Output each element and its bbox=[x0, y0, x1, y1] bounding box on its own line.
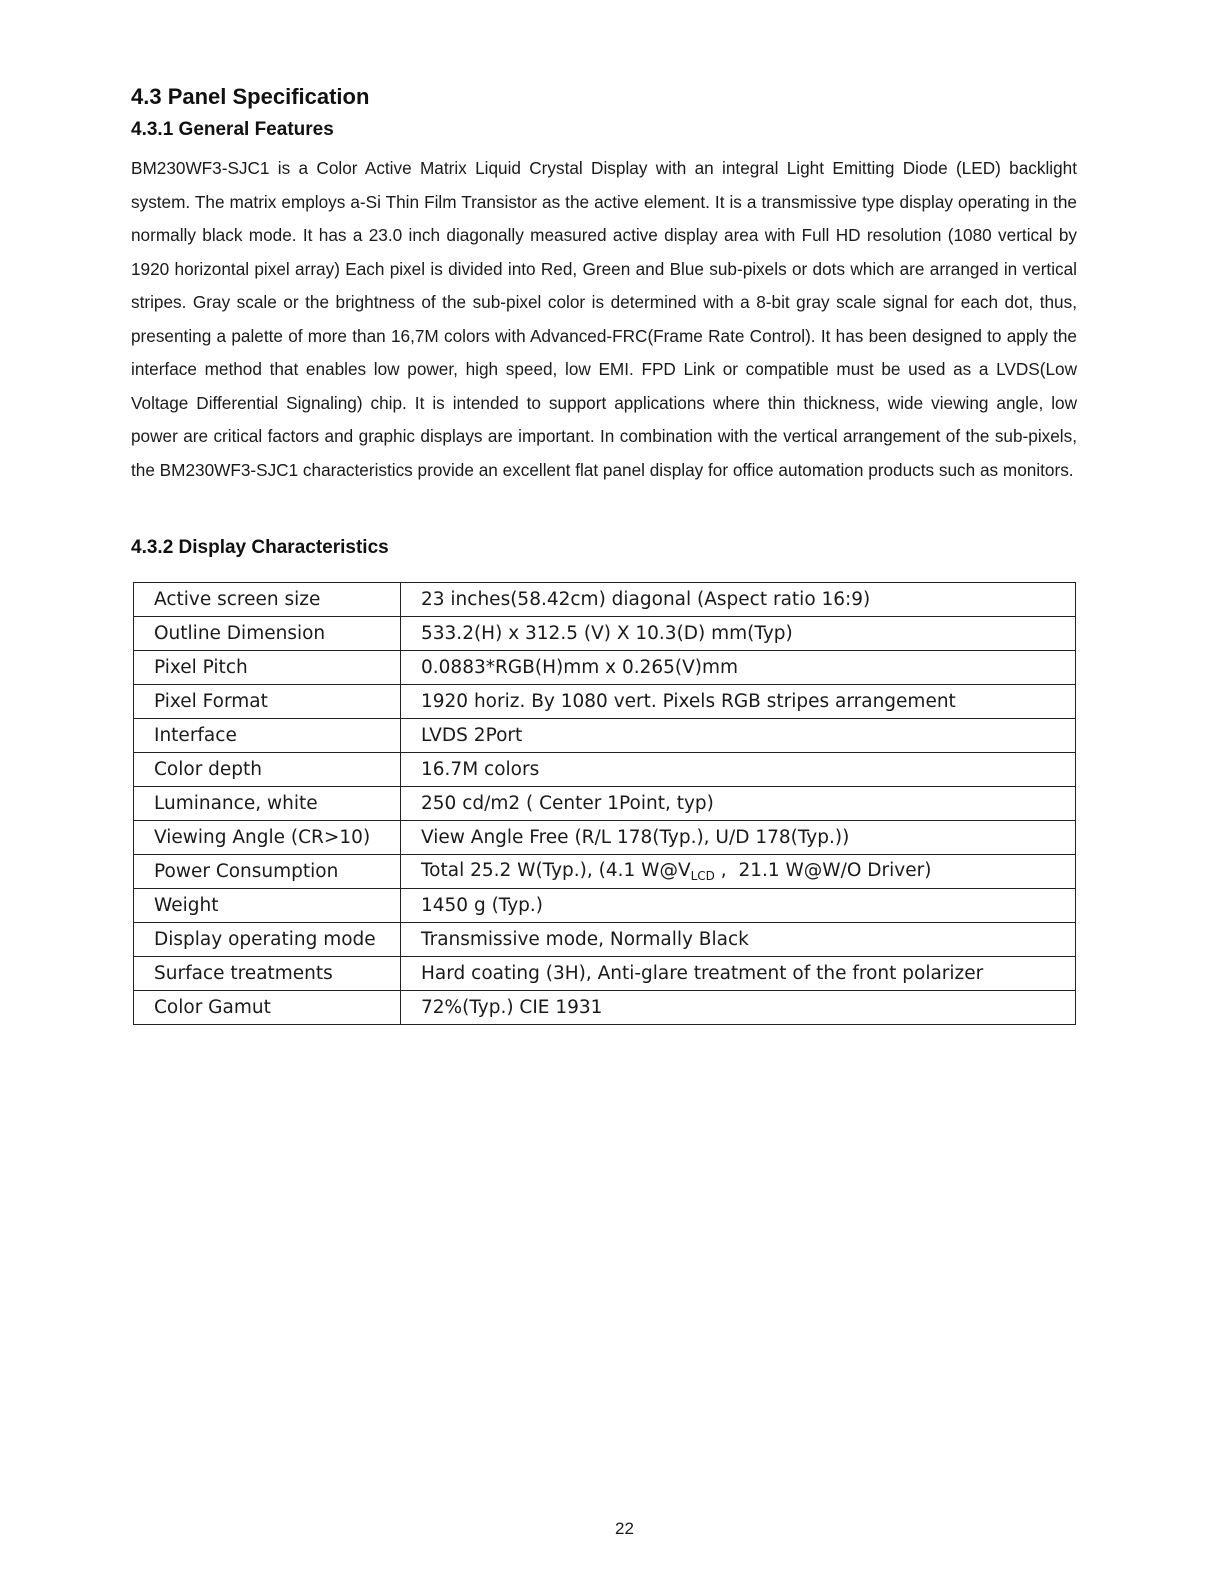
table-row bbox=[134, 957, 1076, 991]
spec-value: Hard coating (3H), Anti-glare treatment of the front polarizer bbox=[401, 957, 1076, 991]
spec-label: Viewing Angle (CR>10) bbox=[134, 821, 401, 855]
power-value-prefix: Total 25.2 W(Typ.), (4.1 W@V bbox=[421, 860, 691, 881]
table-row bbox=[134, 617, 1076, 651]
spec-value: 16.7M colors bbox=[401, 753, 1076, 787]
spec-value: Transmissive mode, Normally Black bbox=[401, 923, 1076, 957]
spec-label: Luminance, white bbox=[134, 787, 401, 821]
table-row bbox=[134, 753, 1076, 787]
spec-value: LVDS 2Port bbox=[401, 719, 1076, 753]
general-features-heading: 4.3.1 General Features bbox=[131, 119, 334, 140]
display-characteristics-table bbox=[133, 582, 1076, 1025]
spec-label: Surface treatments bbox=[134, 957, 401, 991]
spec-value: 1450 g (Typ.) bbox=[401, 889, 1076, 923]
table-row bbox=[134, 787, 1076, 821]
table-row bbox=[134, 855, 1076, 889]
general-features-paragraph: BM230WF3-SJC1 is a Color Active Matrix Liquid Crystal Display with an integral Light Emitting Diode (LED) backlight system. The matrix employs a-Si Thin Film Transistor as the active element. It is a transmissive type display operating in the normally black mode. It has a 23.0 inch diagonally measured active display area with Full HD resolution (1080 vertical by 1920 horizontal pixel array) Each pixel is divided into Red, Green and Blue sub-pixels or dots which are arranged in vertical stripes. Gray scale or the brightness of the sub-pixel color is determined with a 8-bit gray scale signal for each dot, thus, presenting a palette of more than 16,7M colors with Advanced-FRC(Frame Rate Control). It has been designed to apply the interface method that enables low power, high speed, low EMI. FPD Link or compatible must be used as a LVDS(Low Voltage Differential Signaling) chip. It is intended to support applications where thin thickness, wide viewing angle, low power are critical factors and graphic displays are important. In combination with the vertical arrangement of the sub-pixels, the BM230WF3-SJC1 characteristics provide an excellent flat panel display for office automation products such as monitors. bbox=[131, 158, 1077, 480]
table-row bbox=[134, 685, 1076, 719]
spec-label: Color Gamut bbox=[134, 991, 401, 1025]
table-row bbox=[134, 583, 1076, 617]
spec-label: Pixel Format bbox=[134, 685, 401, 719]
table-row bbox=[134, 821, 1076, 855]
spec-label: Interface bbox=[134, 719, 401, 753]
spec-label: Active screen size bbox=[134, 583, 401, 617]
spec-value: 72%(Typ.) CIE 1931 bbox=[401, 991, 1076, 1025]
display-characteristics-heading: 4.3.2 Display Characteristics bbox=[131, 537, 389, 558]
spec-label: Pixel Pitch bbox=[134, 651, 401, 685]
spec-value-power bbox=[401, 855, 1076, 889]
spec-value: View Angle Free (R/L 178(Typ.), U/D 178(Typ.)) bbox=[401, 821, 1076, 855]
power-value-subscript: LCD bbox=[690, 869, 715, 883]
spec-value: 23 inches(58.42cm) diagonal (Aspect ratio 16:9) bbox=[401, 583, 1076, 617]
spec-value: 1920 horiz. By 1080 vert. Pixels RGB stripes arrangement bbox=[401, 685, 1076, 719]
spec-label: Power Consumption bbox=[134, 855, 401, 889]
page-number: 22 bbox=[615, 1519, 634, 1538]
table-row bbox=[134, 923, 1076, 957]
power-value-suffix: , 21.1 W@W/O Driver) bbox=[714, 860, 932, 881]
table-row bbox=[134, 719, 1076, 753]
spec-value: 533.2(H) x 312.5 (V) X 10.3(D) mm(Typ) bbox=[401, 617, 1076, 651]
spec-value: 0.0883*RGB(H)mm x 0.265(V)mm bbox=[401, 651, 1076, 685]
spec-label: Display operating mode bbox=[134, 923, 401, 957]
table-row bbox=[134, 889, 1076, 923]
spec-label: Outline Dimension bbox=[134, 617, 401, 651]
table-row bbox=[134, 991, 1076, 1025]
spec-value: 250 cd/m2 ( Center 1Point, typ) bbox=[401, 787, 1076, 821]
section-title: 4.3 Panel Specification bbox=[131, 84, 370, 109]
table-row bbox=[134, 651, 1076, 685]
spec-label: Weight bbox=[134, 889, 401, 923]
spec-label: Color depth bbox=[134, 753, 401, 787]
